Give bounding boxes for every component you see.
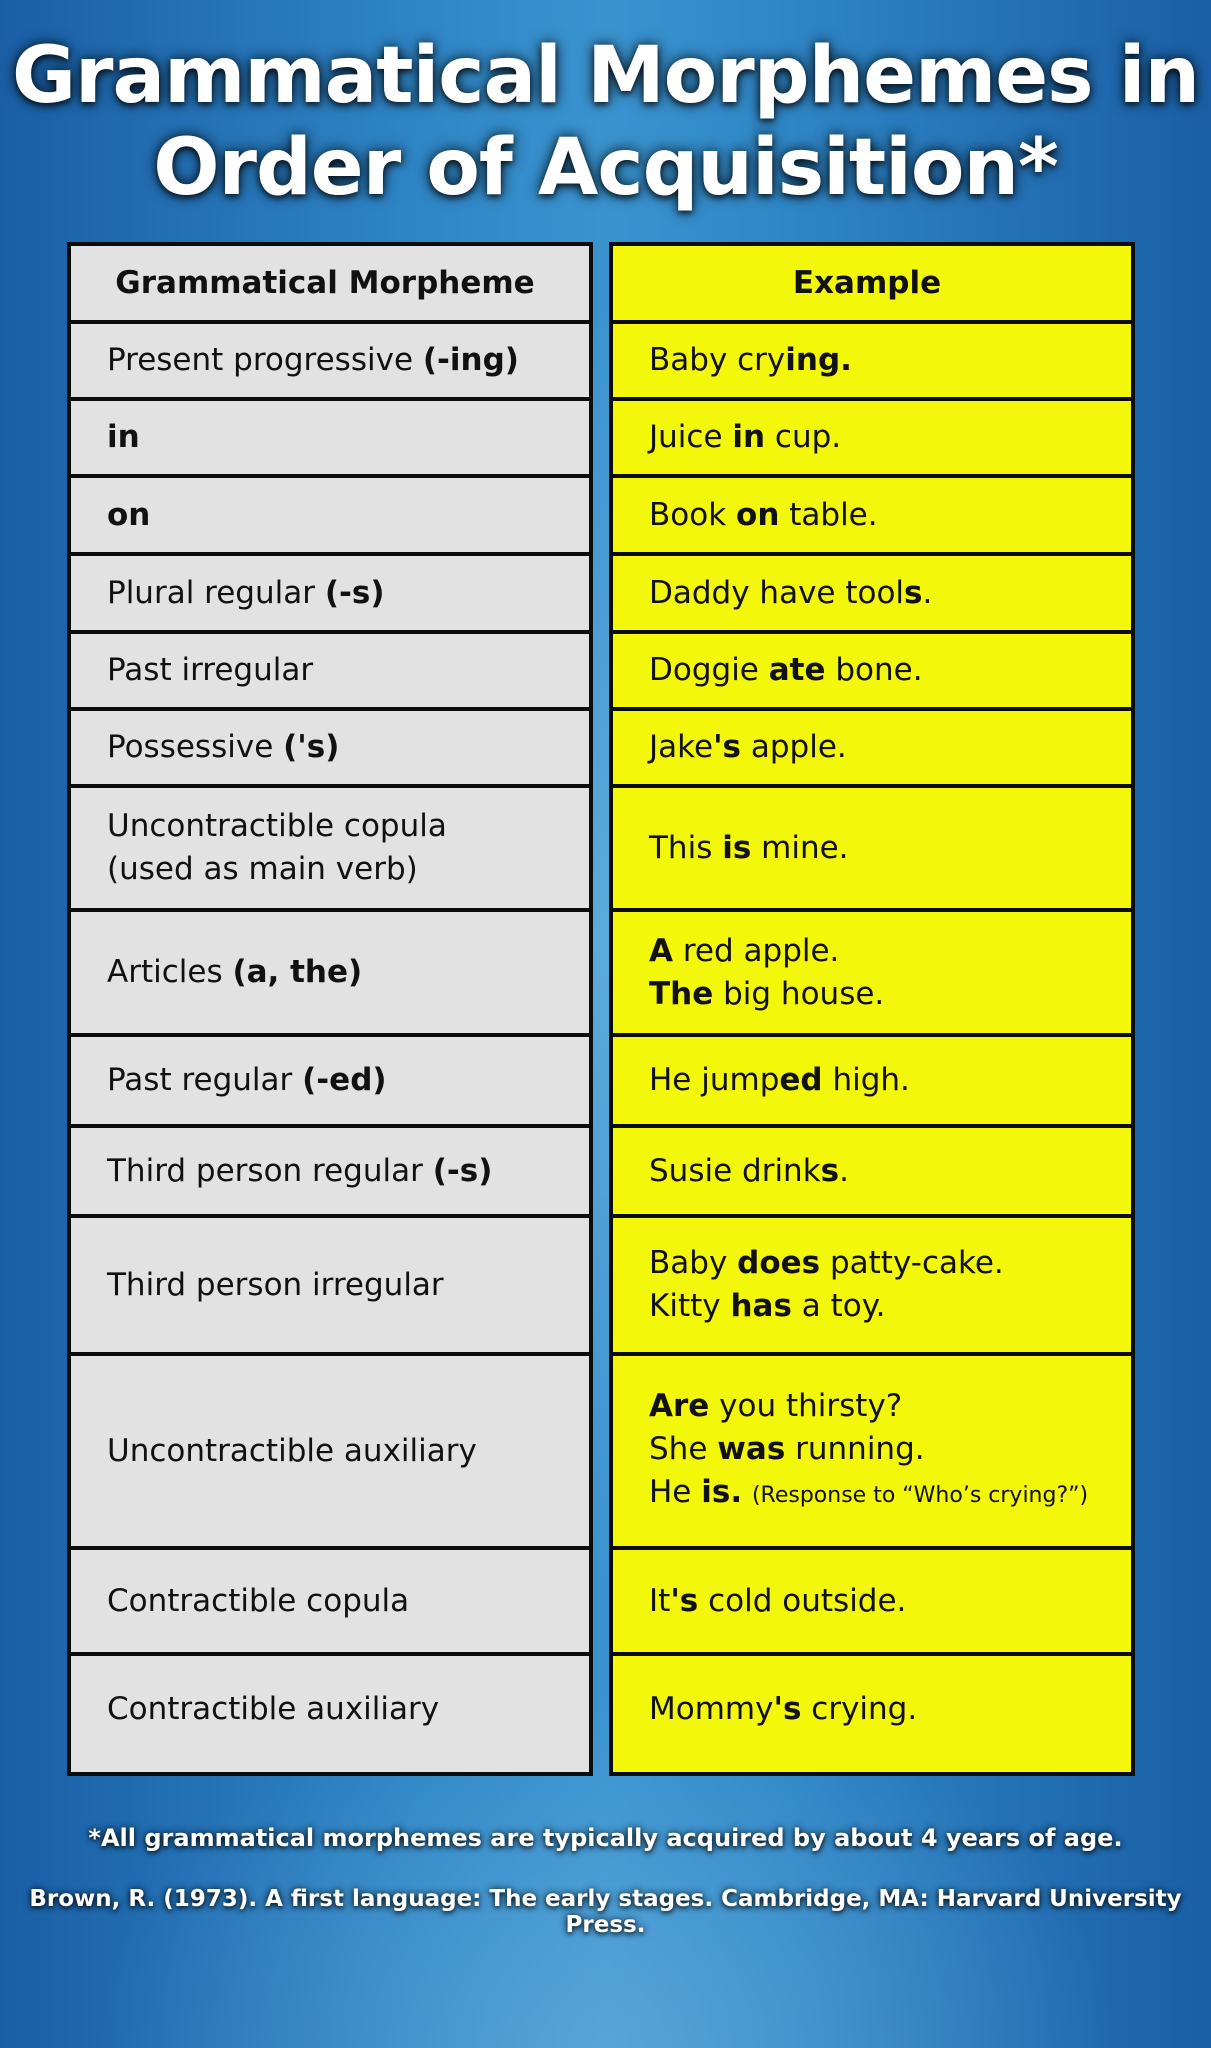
- cell-text: [742, 1474, 752, 1510]
- cell-text: Past regular: [107, 1062, 303, 1098]
- example-cell: [613, 324, 1131, 401]
- cell-text: Baby: [649, 1245, 738, 1281]
- morpheme-emphasis: (-ing): [422, 342, 519, 378]
- morpheme-emphasis: (-ed): [302, 1062, 387, 1098]
- morpheme-emphasis: does: [737, 1245, 821, 1281]
- morpheme-emphasis: 's: [713, 729, 742, 765]
- morpheme-cell: [71, 711, 589, 788]
- example-cell: [613, 478, 1131, 556]
- morpheme-emphasis: Are: [649, 1388, 710, 1424]
- morpheme-cell: [71, 1656, 589, 1762]
- cell-text: big house.: [713, 975, 885, 1012]
- morpheme-emphasis: is.: [701, 1474, 743, 1510]
- example-cell: [613, 556, 1131, 634]
- cell-text: cup.: [765, 419, 842, 455]
- citation: Brown, R. (1973). A first language: The early stages. Cambridge, MA: Harvard University Press.: [29, 1886, 1182, 1938]
- cell-line: [107, 1430, 579, 1473]
- morpheme-emphasis: was: [717, 1431, 786, 1467]
- cell-line: [649, 1059, 1121, 1102]
- morpheme-emphasis: ed: [779, 1062, 823, 1098]
- morpheme-emphasis: 's: [670, 1582, 699, 1619]
- morpheme-cell: [71, 788, 589, 912]
- morpheme-emphasis: on: [107, 496, 151, 533]
- cell-text: Contractible copula: [107, 1582, 410, 1619]
- morpheme-emphasis: in: [732, 419, 766, 455]
- morpheme-cell: [71, 1356, 589, 1550]
- cell-line: [107, 951, 579, 994]
- title-line-1: Grammatical Morphemes in: [11, 31, 1200, 121]
- morpheme-cell: [71, 1037, 589, 1128]
- example-cell: [613, 788, 1131, 912]
- cell-line: [107, 848, 579, 891]
- morpheme-cell: [71, 1218, 589, 1356]
- cell-text: He jump: [649, 1062, 780, 1098]
- example-column: [609, 242, 1135, 1776]
- cell-text: Mommy: [649, 1690, 774, 1727]
- morpheme-emphasis: (-s): [432, 1152, 493, 1189]
- morpheme-cell: [71, 912, 589, 1037]
- cell-line: [649, 1688, 1121, 1731]
- cell-text: cold outside.: [698, 1582, 907, 1619]
- cell-text: Possessive: [107, 729, 284, 765]
- cell-line: [107, 1264, 579, 1307]
- morpheme-emphasis: is: [722, 829, 752, 866]
- morpheme-cell: [71, 556, 589, 634]
- example-cell: [613, 711, 1131, 788]
- cell-line: [649, 339, 1121, 382]
- cell-text: apple.: [741, 729, 847, 765]
- cell-text: It: [649, 1582, 671, 1619]
- morpheme-cell: [71, 401, 589, 478]
- morpheme-column: [67, 242, 593, 1776]
- example-cell: [613, 401, 1131, 478]
- morpheme-emphasis: has: [730, 1288, 792, 1324]
- cell-line: [649, 973, 1121, 1016]
- cell-line: [649, 930, 1121, 973]
- cell-text: Uncontractible copula: [107, 808, 447, 844]
- cell-text: Present progressive: [107, 342, 423, 378]
- cell-text: Doggie: [649, 652, 769, 688]
- cell-text: Contractible auxiliary: [107, 1690, 440, 1727]
- cell-text: He: [649, 1474, 702, 1510]
- cell-line: [649, 649, 1121, 692]
- cell-line: [649, 827, 1121, 870]
- example-cell: [613, 634, 1131, 711]
- cell-line: [107, 339, 579, 382]
- example-cell: [613, 1356, 1131, 1550]
- cell-text: bone.: [825, 652, 923, 688]
- cell-text: .: [922, 574, 933, 611]
- cell-text: Juice: [649, 419, 733, 455]
- example-cell: [613, 1037, 1131, 1128]
- morpheme-cell: [71, 1128, 589, 1218]
- example-cell: [613, 1656, 1131, 1762]
- cell-text: Susie drink: [649, 1152, 821, 1189]
- example-cell: [613, 1128, 1131, 1218]
- cell-text: Plural regular: [107, 574, 325, 611]
- cell-text: Daddy have tool: [649, 574, 905, 611]
- cell-line: [107, 1688, 579, 1731]
- footnote: *All grammatical morphemes are typically acquired by about 4 years of age.: [88, 1824, 1123, 1852]
- cell-line: [107, 726, 579, 769]
- cell-text: Past irregular: [107, 652, 314, 688]
- morpheme-cell: [71, 478, 589, 556]
- cell-text: Baby cry: [649, 342, 786, 378]
- cell-text: Book: [649, 496, 737, 533]
- cell-text: (Response to “Who’s crying?”): [751, 1483, 1089, 1508]
- cell-line: [107, 805, 579, 848]
- cell-line: [107, 494, 579, 537]
- morpheme-cell: [71, 324, 589, 401]
- cell-line: [107, 416, 579, 459]
- cell-text: Third person irregular: [107, 1266, 444, 1303]
- morpheme-column-header: Grammatical Morpheme: [71, 246, 589, 324]
- cell-text: mine.: [751, 829, 849, 866]
- cell-line: [649, 494, 1121, 537]
- cell-text: a toy.: [791, 1288, 886, 1324]
- morpheme-emphasis: A: [649, 932, 673, 969]
- morpheme-emphasis: ('s): [283, 729, 340, 765]
- example-cell: [613, 912, 1131, 1037]
- morpheme-emphasis: 's: [773, 1690, 802, 1727]
- cell-line: [107, 649, 579, 692]
- cell-text: crying.: [801, 1690, 918, 1727]
- morpheme-cell: [71, 1550, 589, 1656]
- example-cell: [613, 1218, 1131, 1356]
- morpheme-emphasis: (-s): [324, 574, 385, 611]
- title-line-2: Order of Acquisition*: [153, 123, 1058, 213]
- cell-text: She: [649, 1431, 718, 1467]
- example-cell: [613, 1550, 1131, 1656]
- cell-line: [649, 1242, 1121, 1285]
- cell-text: (used as main verb): [107, 851, 418, 887]
- cell-line: [649, 416, 1121, 459]
- morpheme-emphasis: s: [820, 1152, 840, 1189]
- cell-text: This: [649, 829, 723, 866]
- cell-text: Third person regular: [107, 1152, 433, 1189]
- morpheme-emphasis: (a, the): [232, 954, 363, 990]
- morpheme-emphasis: on: [736, 496, 780, 533]
- example-column-header: Example: [613, 246, 1131, 324]
- morpheme-emphasis: ing.: [785, 342, 852, 378]
- cell-line: [649, 726, 1121, 769]
- cell-line: [107, 1580, 579, 1623]
- cell-text: Uncontractible auxiliary: [107, 1432, 477, 1469]
- cell-text: table.: [779, 496, 878, 533]
- cell-text: running.: [785, 1431, 925, 1467]
- morpheme-cell: [71, 634, 589, 711]
- cell-line: [107, 1150, 579, 1193]
- cell-line: [649, 1428, 1121, 1471]
- cell-text: .: [839, 1152, 849, 1189]
- cell-text: Jake: [649, 729, 714, 765]
- page-title: [0, 30, 1211, 214]
- cell-text: Articles: [107, 954, 233, 990]
- morpheme-emphasis: The: [649, 975, 714, 1012]
- morpheme-emphasis: s: [904, 574, 923, 611]
- cell-text: you thirsty?: [709, 1388, 903, 1424]
- morpheme-emphasis: ate: [768, 652, 826, 688]
- cell-line: [649, 1471, 1121, 1517]
- cell-text: red apple.: [673, 932, 840, 969]
- cell-text: high.: [822, 1062, 910, 1098]
- cell-line: [649, 1285, 1121, 1328]
- cell-line: [107, 572, 579, 615]
- cell-line: [107, 1059, 579, 1102]
- cell-line: [649, 1580, 1121, 1623]
- cell-line: [649, 1150, 1121, 1193]
- cell-text: patty-cake.: [820, 1245, 1004, 1281]
- cell-line: [649, 572, 1121, 615]
- cell-line: [649, 1385, 1121, 1428]
- cell-text: Kitty: [649, 1288, 731, 1324]
- morpheme-emphasis: in: [107, 419, 140, 455]
